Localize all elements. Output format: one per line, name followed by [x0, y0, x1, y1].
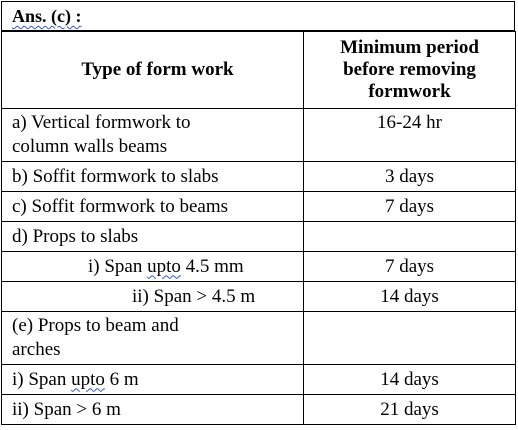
header-line-3: formwork: [368, 81, 451, 102]
table-header-row: [2, 32, 516, 109]
table-row: [2, 252, 516, 282]
row-type-suffix: 4.5 mm: [180, 255, 244, 277]
header-type-of-form-work: Type of form work: [2, 32, 304, 109]
table-row: [2, 365, 516, 395]
row-period-cell: 14 days: [304, 282, 516, 312]
row-type-prefix: i) Span: [12, 368, 72, 390]
table-row: [2, 192, 516, 222]
row-period-cell: 3 days: [304, 162, 516, 192]
row-type-cell: [2, 365, 304, 395]
row-period-cell: [304, 312, 516, 365]
header-minimum-period: [304, 32, 516, 109]
row-type-line-2: column walls beams: [12, 136, 168, 157]
row-type-cell: d) Props to slabs: [2, 222, 304, 252]
header-line-2: before removing: [343, 59, 476, 80]
row-type-prefix: i) Span: [88, 255, 148, 277]
row-period-value: 16-24 hr: [377, 112, 442, 133]
answer-heading: [1, 1, 515, 31]
table-row: [2, 162, 516, 192]
row-type-wavy-word: upto: [147, 255, 181, 277]
answer-heading-text: Ans. (c) :: [12, 6, 82, 26]
row-type-line-2: arches: [12, 339, 61, 360]
row-type-cell: ii) Span > 6 m: [2, 395, 304, 425]
row-period-cell: 7 days: [304, 252, 516, 282]
table-row: [2, 395, 516, 425]
row-type-suffix: 6 m: [104, 368, 139, 390]
row-period-cell: [304, 109, 516, 162]
row-period-cell: [304, 222, 516, 252]
row-type-cell: c) Soffit formwork to beams: [2, 192, 304, 222]
table-row: [2, 282, 516, 312]
table-row: [2, 222, 516, 252]
table-row: [2, 109, 516, 162]
row-period-cell: 21 days: [304, 395, 516, 425]
row-type-line-1: (e) Props to beam and: [12, 315, 179, 336]
row-period-cell: 14 days: [304, 365, 516, 395]
header-line-1: Minimum period: [340, 37, 479, 58]
formwork-table: [1, 31, 516, 425]
row-type-cell: [2, 252, 304, 282]
table-row: [2, 312, 516, 365]
row-type-cell: [2, 109, 304, 162]
row-period-cell: 7 days: [304, 192, 516, 222]
row-type-cell: ii) Span > 4.5 m: [2, 282, 304, 312]
row-type-line-1: a) Vertical formwork to: [12, 112, 191, 133]
row-type-cell: b) Soffit formwork to slabs: [2, 162, 304, 192]
row-type-wavy-word: upto: [71, 368, 105, 390]
row-type-cell: [2, 312, 304, 365]
